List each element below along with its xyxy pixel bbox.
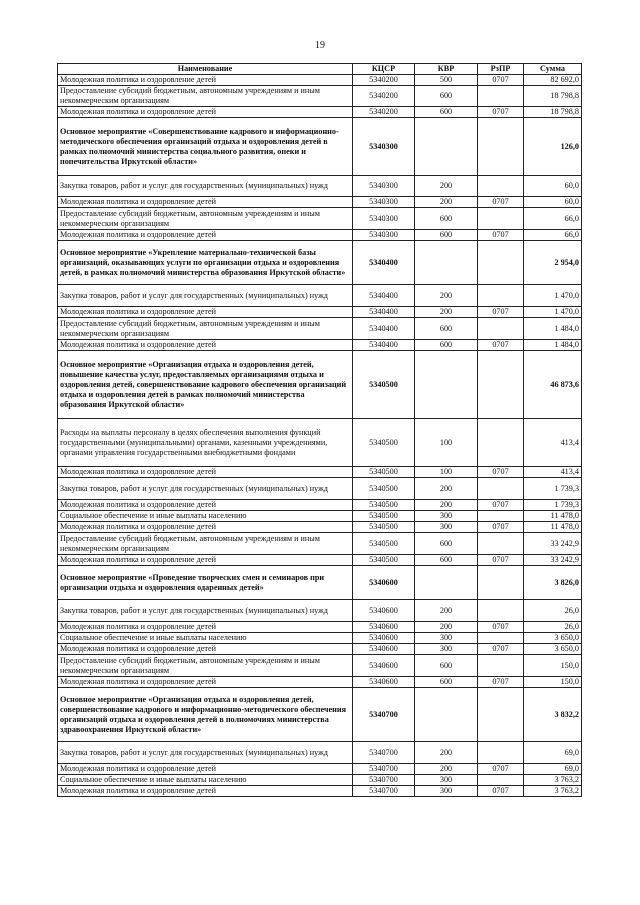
table-row-main-activity [58,688,582,742]
cell-rzpr [478,285,524,307]
cell-name: Основное мероприятие «Организация отдыха и оздоровления детей, совершенствование кадрового и информационно-методического обеспечения организаций отдыха и оздоровления детей в полномочиях министерства здравоохранения Иркутской области» [58,688,353,742]
cell-sum: 60,0 [524,176,582,197]
cell-name: Молодежная политика и оздоровление детей [58,622,353,633]
cell-sum: 1 484,0 [524,340,582,351]
cell-kcsr: 5340500 [353,511,415,522]
cell-rzpr [478,478,524,500]
header-kvr: КВР [415,64,478,75]
cell-sum: 66,0 [524,230,582,241]
cell-name: Предоставление субсидий бюджетным, автономным учреждениям и иным некоммерческим организациям [58,533,353,555]
cell-sum: 1 739,3 [524,500,582,511]
table-row [58,307,582,318]
cell-kvr: 600 [415,208,478,230]
cell-name: Молодежная политика и оздоровление детей [58,467,353,478]
cell-kcsr: 5340400 [353,241,415,285]
cell-name: Закупка товаров, работ и услуг для государственных (муниципальных) нужд [58,742,353,764]
cell-rzpr: 0707 [478,622,524,633]
cell-kvr: 600 [415,318,478,340]
table-row [58,655,582,677]
cell-kcsr: 5340600 [353,677,415,688]
cell-name: Основное мероприятие «Проведение творческих смен и семинаров при организации отдыха и оздоровления одаренных детей» [58,566,353,600]
cell-rzpr [478,600,524,622]
table-row [58,522,582,533]
table-row [58,419,582,467]
cell-name: Молодежная политика и оздоровление детей [58,307,353,318]
cell-kcsr: 5340700 [353,742,415,764]
cell-sum: 18 798,8 [524,86,582,107]
cell-name: Молодежная политика и оздоровление детей [58,107,353,118]
cell-kvr: 300 [415,786,478,797]
cell-kvr: 500 [415,75,478,86]
header-sum: Сумма [524,64,582,75]
cell-name: Молодежная политика и оздоровление детей [58,644,353,655]
cell-name: Закупка товаров, работ и услуг для государственных (муниципальных) нужд [58,285,353,307]
cell-rzpr [478,118,524,176]
cell-kvr: 300 [415,522,478,533]
cell-kvr: 200 [415,600,478,622]
cell-kvr: 600 [415,340,478,351]
cell-rzpr [478,176,524,197]
cell-kvr: 200 [415,307,478,318]
cell-kvr: 200 [415,176,478,197]
cell-kcsr: 5340400 [353,318,415,340]
cell-kcsr: 5340200 [353,86,415,107]
cell-name: Молодежная политика и оздоровление детей [58,75,353,86]
cell-sum: 26,0 [524,622,582,633]
table-row [58,197,582,208]
table-row [58,208,582,230]
cell-name: Закупка товаров, работ и услуг для государственных (муниципальных) нужд [58,478,353,500]
header-rzpr: РзПР [478,64,524,75]
cell-sum: 82 692,0 [524,75,582,86]
cell-rzpr: 0707 [478,340,524,351]
cell-kvr [415,688,478,742]
table-body [58,75,582,797]
table-row [58,318,582,340]
cell-rzpr [478,566,524,600]
cell-name: Социальное обеспечение и иные выплаты населению [58,633,353,644]
cell-kcsr: 5340300 [353,118,415,176]
cell-name: Предоставление субсидий бюджетным, автономным учреждениям и иным некоммерческим организациям [58,655,353,677]
table-row [58,633,582,644]
cell-name: Закупка товаров, работ и услуг для государственных (муниципальных) нужд [58,600,353,622]
cell-name: Молодежная политика и оздоровление детей [58,340,353,351]
cell-kcsr: 5340500 [353,478,415,500]
cell-sum: 3 763,2 [524,775,582,786]
cell-kvr [415,566,478,600]
cell-sum: 1 470,0 [524,285,582,307]
cell-sum: 1 470,0 [524,307,582,318]
cell-kcsr: 5340700 [353,775,415,786]
cell-rzpr [478,419,524,467]
cell-name: Молодежная политика и оздоровление детей [58,522,353,533]
cell-rzpr [478,633,524,644]
cell-kcsr: 5340200 [353,75,415,86]
table-row [58,644,582,655]
cell-kcsr: 5340700 [353,688,415,742]
cell-kvr: 300 [415,775,478,786]
cell-rzpr [478,241,524,285]
cell-kcsr: 5340400 [353,285,415,307]
cell-sum: 413,4 [524,467,582,478]
header-kcsr: КЦСР [353,64,415,75]
cell-name: Социальное обеспечение и иные выплаты населению [58,511,353,522]
cell-rzpr [478,742,524,764]
cell-rzpr: 0707 [478,522,524,533]
cell-kcsr: 5340600 [353,566,415,600]
cell-name: Закупка товаров, работ и услуг для государственных (муниципальных) нужд [58,176,353,197]
cell-sum: 3 650,0 [524,644,582,655]
table-row [58,230,582,241]
cell-name: Молодежная политика и оздоровление детей [58,764,353,775]
table-row [58,775,582,786]
cell-rzpr [478,533,524,555]
table-row-main-activity [58,351,582,419]
cell-kvr: 200 [415,285,478,307]
cell-kvr: 600 [415,86,478,107]
cell-kvr: 200 [415,478,478,500]
cell-kcsr: 5340600 [353,633,415,644]
cell-rzpr: 0707 [478,75,524,86]
cell-rzpr [478,318,524,340]
cell-kcsr: 5340500 [353,533,415,555]
cell-rzpr: 0707 [478,644,524,655]
cell-name: Социальное обеспечение и иные выплаты населению [58,775,353,786]
cell-kvr [415,118,478,176]
cell-rzpr [478,688,524,742]
cell-rzpr: 0707 [478,230,524,241]
table-row [58,600,582,622]
cell-sum: 69,0 [524,764,582,775]
table-row-main-activity [58,241,582,285]
cell-kcsr: 5340200 [353,107,415,118]
table-row [58,786,582,797]
cell-sum: 11 478,0 [524,522,582,533]
table-row [58,500,582,511]
header-name: Наименование [58,64,353,75]
cell-kvr: 300 [415,511,478,522]
cell-kcsr: 5340300 [353,208,415,230]
table-row [58,478,582,500]
cell-rzpr: 0707 [478,764,524,775]
cell-kvr: 100 [415,467,478,478]
cell-name: Основное мероприятие «Совершенствование кадрового и информационно-методического обеспечения организаций отдыха и оздоровления детей в рамках полномочий министерства социального развития, опеки и попечительства Иркутской области» [58,118,353,176]
cell-kcsr: 5340300 [353,230,415,241]
table-row [58,742,582,764]
cell-rzpr: 0707 [478,555,524,566]
cell-sum: 33 242,9 [524,533,582,555]
table-row [58,340,582,351]
cell-kvr: 600 [415,533,478,555]
cell-sum: 2 954,0 [524,241,582,285]
table-row [58,107,582,118]
cell-kcsr: 5340500 [353,467,415,478]
cell-kcsr: 5340500 [353,522,415,533]
cell-kcsr: 5340700 [353,764,415,775]
cell-name: Молодежная политика и оздоровление детей [58,555,353,566]
cell-rzpr: 0707 [478,677,524,688]
cell-name: Молодежная политика и оздоровление детей [58,677,353,688]
cell-sum: 1 739,3 [524,478,582,500]
table-row [58,86,582,107]
table-row [58,511,582,522]
table-row [58,75,582,86]
cell-kcsr: 5340300 [353,197,415,208]
cell-name: Молодежная политика и оздоровление детей [58,197,353,208]
cell-kcsr: 5340600 [353,644,415,655]
budget-table [57,63,582,797]
cell-kcsr: 5340600 [353,655,415,677]
page-number: 19 [315,40,325,51]
cell-name: Предоставление субсидий бюджетным, автономным учреждениям и иным некоммерческим организациям [58,86,353,107]
cell-name: Молодежная политика и оздоровление детей [58,500,353,511]
cell-kcsr: 5340400 [353,340,415,351]
cell-rzpr [478,351,524,419]
cell-sum: 33 242,9 [524,555,582,566]
cell-sum: 69,0 [524,742,582,764]
cell-kvr: 600 [415,655,478,677]
cell-sum: 150,0 [524,677,582,688]
table-row [58,764,582,775]
cell-sum: 3 763,2 [524,786,582,797]
cell-kvr: 200 [415,742,478,764]
cell-sum: 18 798,8 [524,107,582,118]
cell-rzpr: 0707 [478,197,524,208]
cell-sum: 11 478,0 [524,511,582,522]
cell-kcsr: 5340600 [353,600,415,622]
cell-sum: 3 826,0 [524,566,582,600]
cell-kvr [415,351,478,419]
table-row [58,176,582,197]
cell-name: Основное мероприятие «Организация отдыха и оздоровления детей, повышение качества услуг, предоставляемых организациями отдыха и оздоровления детей, совершенствование кадрового обеспечения организаций отдыха и оздоровления детей в рамках полномочий министерства образования Иркутской области» [58,351,353,419]
cell-sum: 3 650,0 [524,633,582,644]
cell-name: Предоставление субсидий бюджетным, автономным учреждениям и иным некоммерческим организациям [58,208,353,230]
cell-sum: 413,4 [524,419,582,467]
cell-sum: 60,0 [524,197,582,208]
cell-kvr: 200 [415,622,478,633]
table-row [58,555,582,566]
table-row [58,285,582,307]
cell-kvr: 100 [415,419,478,467]
cell-kvr: 300 [415,633,478,644]
cell-kvr: 600 [415,107,478,118]
cell-kvr: 600 [415,555,478,566]
cell-sum: 3 832,2 [524,688,582,742]
cell-kcsr: 5340700 [353,786,415,797]
cell-kcsr: 5340500 [353,500,415,511]
cell-kvr: 200 [415,500,478,511]
cell-name: Молодежная политика и оздоровление детей [58,786,353,797]
cell-rzpr [478,511,524,522]
cell-kvr: 300 [415,644,478,655]
cell-name: Расходы на выплаты персоналу в целях обеспечения выполнения функций государственными (муниципальными) органами, казенными учреждениями, органами управления государственными внебюджетными фондами [58,419,353,467]
cell-sum: 150,0 [524,655,582,677]
cell-rzpr: 0707 [478,786,524,797]
cell-rzpr: 0707 [478,107,524,118]
table-row [58,622,582,633]
cell-rzpr: 0707 [478,467,524,478]
table-row-main-activity [58,566,582,600]
cell-kcsr: 5340300 [353,176,415,197]
cell-name: Основное мероприятие «Укрепление материально-технической базы организаций, оказывающих услуги по организации отдыха и оздоровления детей, в рамках полномочий министерства образования Иркутской области» [58,241,353,285]
cell-rzpr [478,655,524,677]
table-row [58,467,582,478]
cell-name: Молодежная политика и оздоровление детей [58,230,353,241]
cell-rzpr: 0707 [478,307,524,318]
cell-kvr: 600 [415,677,478,688]
cell-kvr: 600 [415,230,478,241]
cell-sum: 46 873,6 [524,351,582,419]
cell-kcsr: 5340500 [353,351,415,419]
cell-sum: 126,0 [524,118,582,176]
cell-kcsr: 5340500 [353,419,415,467]
cell-name: Предоставление субсидий бюджетным, автономным учреждениям и иным некоммерческим организациям [58,318,353,340]
cell-rzpr [478,775,524,786]
cell-sum: 66,0 [524,208,582,230]
cell-kcsr: 5340600 [353,622,415,633]
cell-kvr: 200 [415,197,478,208]
cell-kcsr: 5340500 [353,555,415,566]
cell-rzpr: 0707 [478,500,524,511]
cell-kvr: 200 [415,764,478,775]
table-row [58,677,582,688]
cell-kcsr: 5340400 [353,307,415,318]
table-header-row [58,64,582,75]
table-row [58,533,582,555]
cell-sum: 1 484,0 [524,318,582,340]
cell-rzpr [478,208,524,230]
cell-rzpr [478,86,524,107]
table-row-main-activity [58,118,582,176]
cell-sum: 26,0 [524,600,582,622]
cell-kvr [415,241,478,285]
